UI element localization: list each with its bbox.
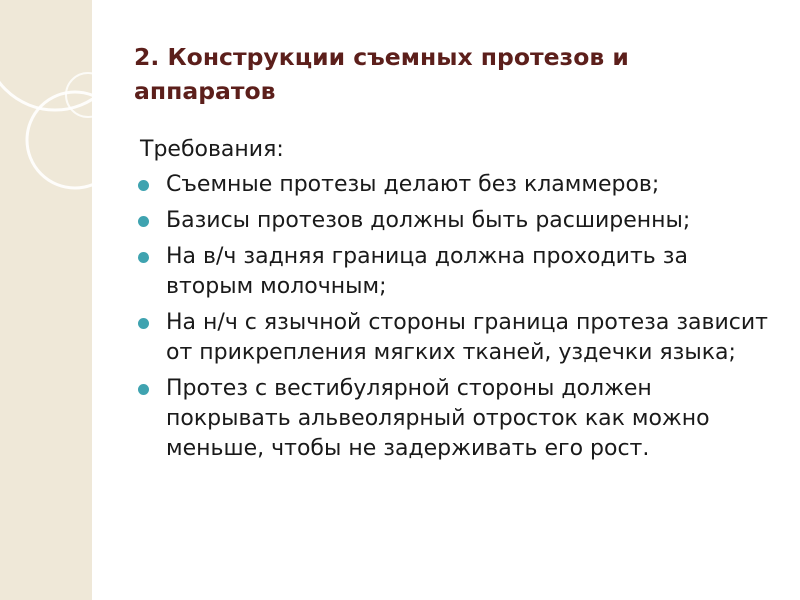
requirements-list: [128, 170, 778, 470]
slide-title: 2. Конструкции съемных протезов и аппаратов: [134, 43, 629, 105]
slide-content: [128, 0, 778, 600]
list-item-text: На в/ч задняя граница должна проходить за вторым молочным;: [166, 244, 688, 299]
bullet-icon: [138, 216, 149, 227]
bullet-icon: [138, 318, 149, 329]
list-item: [128, 242, 778, 302]
list-item: [128, 374, 778, 464]
list-item-text: Протез с вестибулярной стороны должен покрывать альвеолярный отросток как можно меньше, чтобы не задерживать его рост.: [166, 376, 710, 461]
list-item-text: Базисы протезов должны быть расширенны;: [166, 208, 691, 233]
bullet-icon: [138, 384, 149, 395]
bullet-icon: [138, 252, 149, 263]
decorative-sidebar: [0, 0, 92, 600]
bullet-icon: [138, 180, 149, 191]
list-item: [128, 170, 778, 200]
list-item-text: На н/ч с язычной стороны граница протеза зависит от прикрепления мягких тканей, уздечки языка;: [166, 310, 768, 365]
list-item: [128, 206, 778, 236]
decorative-circles-graphic: [0, 0, 92, 600]
requirements-heading: Требования:: [140, 137, 284, 162]
list-item: [128, 308, 778, 368]
list-item-text: Съемные протезы делают без кламмеров;: [166, 172, 660, 197]
